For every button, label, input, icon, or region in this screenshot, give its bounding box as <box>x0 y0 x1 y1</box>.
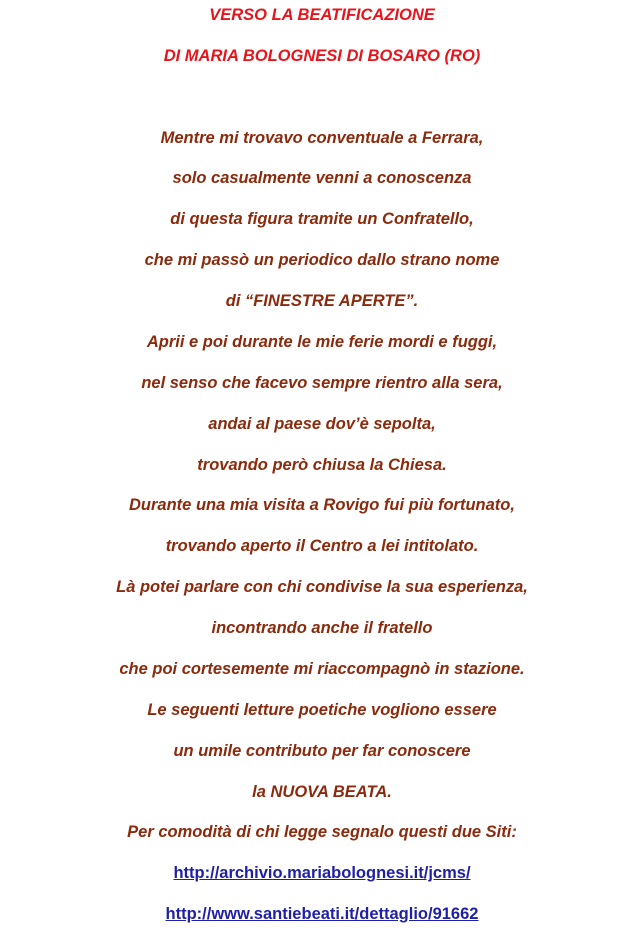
body-line: la NUOVA BEATA. <box>252 783 392 801</box>
body-line: di “FINESTRE APERTE”. <box>225 292 419 310</box>
body-line: Le seguenti letture poetiche vogliono essere <box>147 701 497 719</box>
body-line: che mi passò un periodico dallo strano nome <box>144 251 500 269</box>
body-line: che poi cortesemente mi riaccompagnò in stazione. <box>119 660 525 678</box>
body-line: Durante una mia visita a Rovigo fui più fortunato, <box>129 496 515 514</box>
body-line: un umile contributo per far conoscere <box>173 742 471 760</box>
body-line: Per comodità di chi legge segnalo questi due Siti: <box>127 823 517 841</box>
body-line: Là potei parlare con chi condivise la sua esperienza, <box>116 578 528 596</box>
link-mariabolognesi[interactable]: http://archivio.mariabolognesi.it/jcms/ <box>173 864 471 882</box>
body-line: di questa figura tramite un Confratello, <box>170 210 474 228</box>
body-line: incontrando anche il fratello <box>211 619 433 637</box>
body-line: solo casualmente venni a conoscenza <box>172 169 472 187</box>
body-line: trovando aperto il Centro a lei intitolato. <box>165 537 479 555</box>
body-line: nel senso che facevo sempre rientro alla sera, <box>141 374 503 392</box>
body-line: Aprii e poi durante le mie ferie mordi e fuggi, <box>146 333 498 351</box>
title-line-2: DI MARIA BOLOGNESI DI BOSARO (RO) <box>163 47 481 65</box>
body-line: andai al paese dov’è sepolta, <box>208 415 436 433</box>
body-line: Mentre mi trovavo conventuale a Ferrara, <box>160 129 484 147</box>
title-line-1: VERSO LA BEATIFICAZIONE <box>209 6 435 24</box>
link-santiebeati[interactable]: http://www.santiebeati.it/dettaglio/91662 <box>165 905 479 923</box>
body-line: trovando però chiusa la Chiesa. <box>197 456 447 474</box>
